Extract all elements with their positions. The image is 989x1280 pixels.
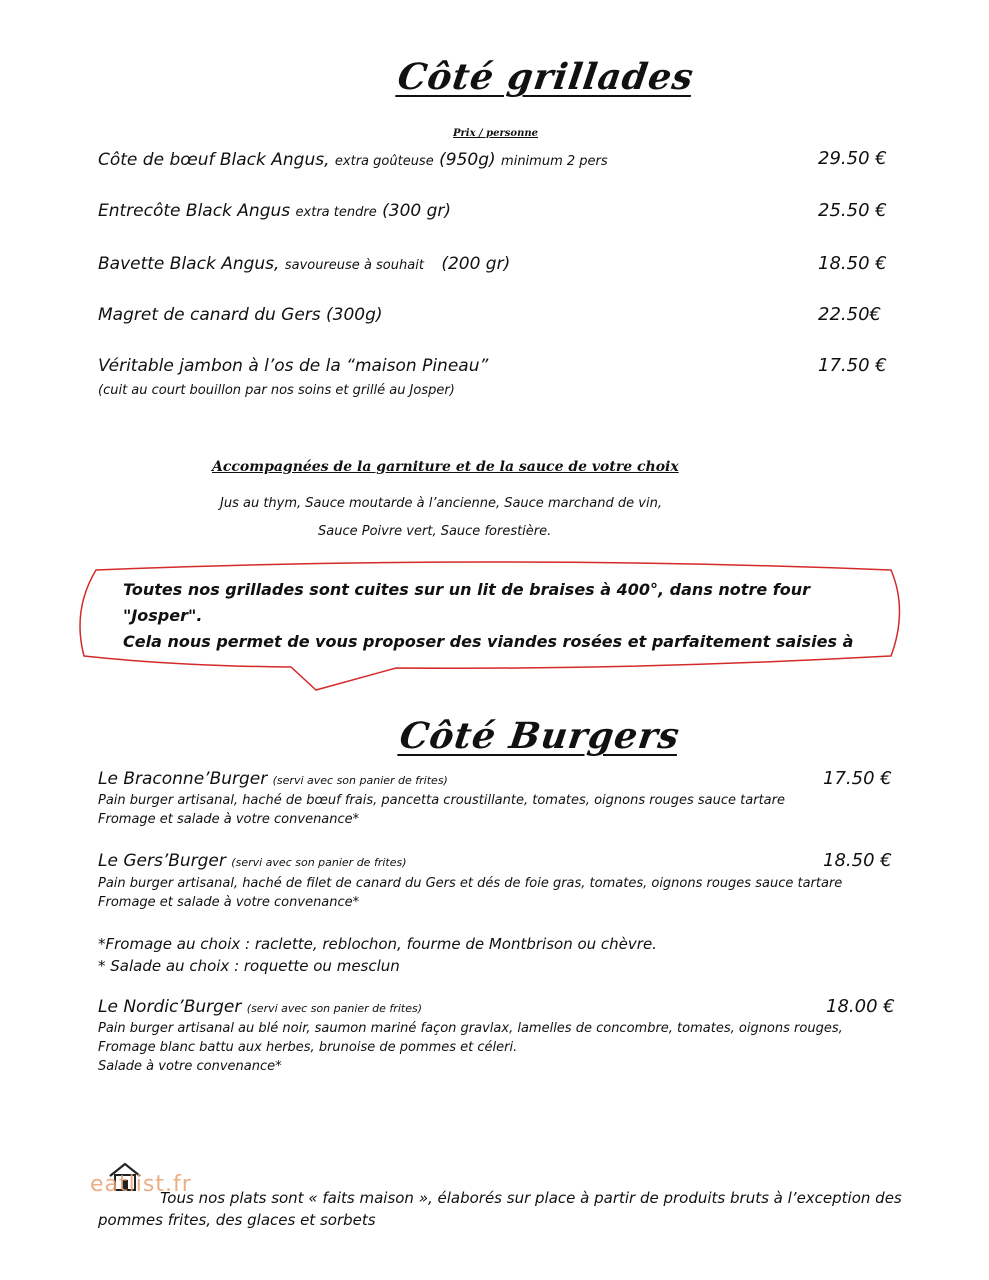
grill-price-2: 25.50 € <box>818 200 887 221</box>
grill-item-2 <box>98 201 451 221</box>
item-name: Le Nordic’Burger <box>98 997 242 1017</box>
burger-price-3: 18.00 € <box>826 996 895 1017</box>
item-name: Bavette Black Angus, <box>98 254 280 274</box>
desc-line: Fromage blanc battu aux herbes, brunoise de pommes et céleri. <box>98 1040 518 1055</box>
burger-item-2 <box>98 851 407 871</box>
item-name: Véritable jambon à l’os de la “maison Pineau” <box>98 356 489 376</box>
footer-line-2: pommes frites, des glaces et sorbets <box>98 1211 376 1229</box>
item-name: Le Braconne’Burger <box>98 769 268 789</box>
desc-line: Pain burger artisanal, haché de filet de canard du Gers et dés de foie gras, tomates, oignons rouges sauce tartare <box>98 876 843 891</box>
item-served: (servi avec son panier de frites) <box>246 1002 422 1015</box>
item-weight: (200 gr) <box>441 254 511 274</box>
salad-choice: * Salade au choix : roquette ou mesclun <box>98 957 400 975</box>
grill-price-4: 22.50€ <box>818 304 881 325</box>
bubble-text <box>123 577 853 655</box>
item-detail: savoureuse à souhait <box>284 258 424 273</box>
desc-line: Fromage et salade à votre convenance* <box>98 812 360 827</box>
desc-line: Fromage et salade à votre convenance* <box>98 895 360 910</box>
item-detail: extra tendre <box>295 205 377 220</box>
desc-line: Salade à votre convenance* <box>98 1059 282 1074</box>
burger-price-1: 17.50 € <box>823 768 892 789</box>
footer-line-1: Tous nos plats sont « faits maison », élaborés sur place à partir de produits bruts à l’exception des <box>160 1189 902 1207</box>
burger-desc-3 <box>98 1019 843 1076</box>
item-name: Magret de canard du Gers (300g) <box>98 305 383 325</box>
grill-item-5 <box>98 356 488 376</box>
footer-note <box>98 1187 902 1231</box>
grill-price-5: 17.50 € <box>818 355 887 376</box>
grill-item-4 <box>98 305 383 325</box>
grill-item-1 <box>98 150 608 170</box>
cheese-choice: *Fromage au choix : raclette, reblochon, fourme de Montbrison ou chèvre. <box>98 935 657 953</box>
item-name: Le Gers’Burger <box>98 851 226 871</box>
sauces-line-1: Jus au thym, Sauce moutarde à l’ancienne, Sauce marchand de vin, <box>220 496 662 511</box>
item-weight: (950g) <box>439 150 496 170</box>
desc-line: Pain burger artisanal au blé noir, saumon mariné façon gravlax, lamelles de concombre, tomates, oignons rouges, <box>98 1021 843 1036</box>
grillades-title: Côté grillades <box>395 56 697 98</box>
watermark-logo: eatlist.fr <box>90 1172 192 1197</box>
accompaniment-title: Accompagnées de la garniture et de la sauce de votre choix <box>212 459 679 475</box>
item-name: Entrecôte Black Angus <box>98 201 291 221</box>
jambon-note: (cuit au court bouillon par nos soins et grillé au Josper) <box>98 383 455 398</box>
burger-price-2: 18.50 € <box>823 850 892 871</box>
item-name: Côte de bœuf Black Angus, <box>98 150 330 170</box>
sauces-line-2: Sauce Poivre vert, Sauce forestière. <box>318 524 552 539</box>
grill-price-1: 29.50 € <box>818 148 887 169</box>
item-extra: minimum 2 pers <box>501 154 608 169</box>
burger-item-1 <box>98 769 448 789</box>
item-served: (servi avec son panier de frites) <box>272 774 448 787</box>
grill-item-3 <box>98 254 510 274</box>
price-header: Prix / personne <box>453 128 538 139</box>
item-detail: extra goûteuse <box>334 154 434 169</box>
burger-item-3 <box>98 997 422 1017</box>
burger-desc-2 <box>98 874 842 912</box>
desc-line: Pain burger artisanal, haché de bœuf frais, pancetta croustillante, tomates, oignons rouges sauce tartare <box>98 793 785 808</box>
burger-desc-1 <box>98 791 785 829</box>
bubble-line-3: Cela nous permet de vous proposer des viandes rosées et parfaitement saisies à <box>123 632 854 651</box>
item-weight: (300 gr) <box>382 201 452 221</box>
burgers-title: Côté Burgers <box>397 715 683 757</box>
choices <box>98 933 657 977</box>
item-served: (servi avec son panier de frites) <box>231 856 407 869</box>
bubble-line-2: "Josper". <box>123 606 203 625</box>
bubble-line-1: Toutes nos grillades sont cuites sur un lit de braises à 400°, dans notre four <box>123 580 810 599</box>
grill-price-3: 18.50 € <box>818 253 887 274</box>
